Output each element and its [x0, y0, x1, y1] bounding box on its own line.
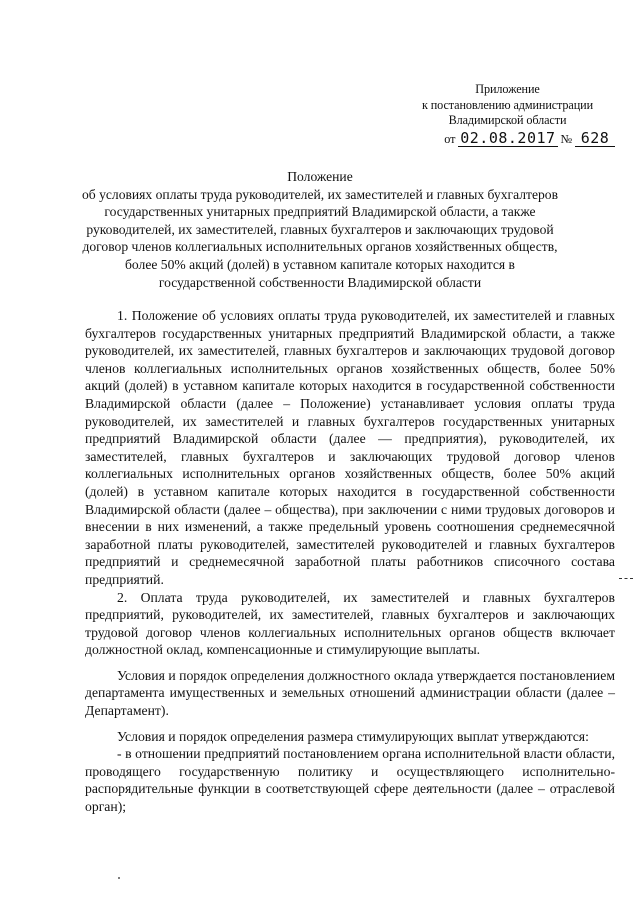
- appendix-block: [400, 82, 615, 147]
- title-line: об условиях оплаты труда руководителей, их заместителей и главных бухгалтеров: [81, 186, 559, 202]
- margin-mark: [619, 578, 633, 579]
- title-line: более 50% акций (долей) в уставном капитале которых находится в: [125, 256, 515, 272]
- title-heading: Положение: [287, 169, 353, 184]
- appendix-date-row: [400, 128, 615, 148]
- paragraph-2: 2. Оплата труда руководителей, их заместителей и главных бухгалтеров предприятий, руководителей, их заместителей, главных бухгалтеров и заключающих трудовой договор членов коллегиальных исполнительных органов обществ включает должностной оклад, компенсационные и стимулирующие выплаты.: [85, 589, 615, 658]
- paragraph-salary-conditions: Условия и порядок определения должностного оклада утверждается постановлением департамента имущественных и земельных отношений администрации области (далее – Департамент).: [85, 667, 615, 719]
- number-sign: №: [560, 131, 573, 146]
- document-title: [55, 168, 585, 291]
- document-body: [85, 307, 615, 816]
- decree-number: 628: [575, 131, 615, 147]
- appendix-reference: к постановлению администрации: [421, 97, 594, 112]
- title-line: руководителей, их заместителей, главных бухгалтеров и заключающих трудовой: [86, 221, 554, 237]
- paragraph-enterprises-item: - в отношении предприятий постановлением органа исполнительной власти области, проводящего государственную политику и осуществляющего исполнительно-распорядительные функции в соответствующей сфере деятельности (далее – отраслевой орган);: [85, 746, 615, 815]
- appendix-label: Приложение: [475, 82, 540, 96]
- decree-date: 02.08.2017: [460, 128, 556, 147]
- paragraph-1: 1. Положение об условиях оплаты труда руководителей, их заместителей и главных бухгалтеров государственных унитарных предприятий Владимирской области, а также руководителей, их заместителей, главных бухгалтеров и заключающих трудовой договор членов коллегиальных исполнительных органов хозяйственных обществ, более 50% акций (долей) в уставном капитале которых находится в государственной собственности Владимирской области (далее – Положение) устанавливает условия оплаты труда руководителей, их заместителей и главных бухгалтеров государственных унитарных предприятий Владимирской области (далее — предприятия), руководителей, их заместителей, главных бухгалтеров и заключающих трудовой договор членов коллегиальных исполнительных органов хозяйственных обществ, более 50% акций (долей) в уставном капитале которых находится в государственной собственности Владимирской области (далее – общества), при заключении с ними трудовых договоров и внесении в них изменений, а также предельный уровень соотношения среднемесячной заработной платы руководителей, заместителей руководителей и главных бухгалтеров предприятий и среднемесячной заработной платы работников списочного состава предприятий.: [85, 308, 615, 587]
- appendix-region: Владимирской области: [448, 113, 567, 127]
- scan-speck: [118, 877, 120, 879]
- title-line: государственных унитарных предприятий Владимирской области, а также: [104, 204, 536, 220]
- paragraph-incentive-conditions: Условия и порядок определения размера стимулирующих выплат утверждаются:: [117, 728, 589, 744]
- title-line: договор членов коллегиальных исполнительных органов хозяйственных обществ,: [82, 239, 558, 255]
- date-prefix: от: [444, 131, 456, 146]
- title-line: государственной собственности Владимирской области: [158, 274, 482, 290]
